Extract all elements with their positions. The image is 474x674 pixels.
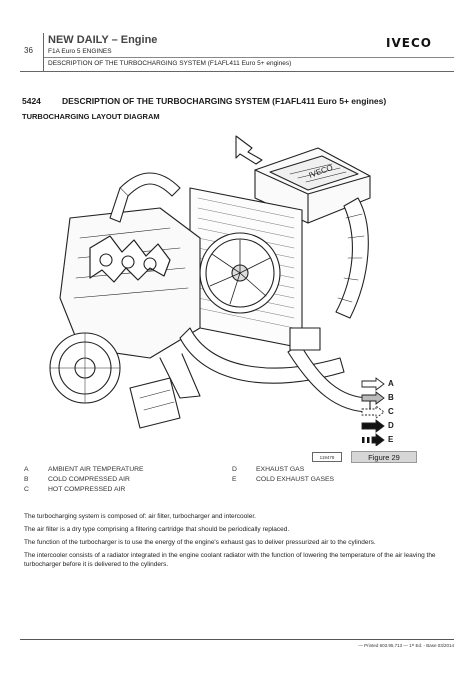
paragraph-system-composition: The turbocharging system is composed of: air filter, turbocharger and intercooler. <box>24 513 256 520</box>
manual-title: NEW DAILY – Engine <box>48 34 158 46</box>
legend-letter-e: E <box>388 435 394 444</box>
legend-letter-d: D <box>388 421 394 430</box>
section-code: 5424 <box>22 96 41 106</box>
section-title: DESCRIPTION OF THE TURBOCHARGING SYSTEM (F1AFL411 Euro 5+ engines) <box>62 96 387 106</box>
footer-print-info: — Printed 603.95.713 — 1ˢᵗ Ed. - Base 03/2014 <box>358 643 454 648</box>
header-subtitle-engines: F1A Euro 5 ENGINES <box>48 48 112 55</box>
page-number: 36 <box>24 46 33 55</box>
footer-divider <box>20 639 454 640</box>
figure-label: Figure 29 <box>351 451 417 463</box>
key-text: COLD EXHAUST GASES <box>256 476 335 483</box>
svg-text:IVECO: IVECO <box>307 162 335 180</box>
legend-letter-a: A <box>388 379 394 388</box>
cold-exhaust-arrow-icon <box>362 434 384 446</box>
header-divider-vertical <box>43 33 44 71</box>
header-subtitle-section: DESCRIPTION OF THE TURBOCHARGING SYSTEM (F1AFL411 Euro 5+ engines) <box>48 60 292 67</box>
key-text: COLD COMPRESSED AIR <box>48 476 130 483</box>
key-letter: D <box>232 466 237 473</box>
key-text: HOT COMPRESSED AIR <box>48 486 126 493</box>
airflow-legend-arrows <box>358 376 388 446</box>
cold-compressed-air-arrow-icon <box>362 392 384 404</box>
hot-compressed-air-arrow-icon <box>362 406 384 418</box>
page-header <box>0 0 474 74</box>
key-text: AMBIENT AIR TEMPERATURE <box>48 466 144 473</box>
header-divider-bottom <box>20 71 454 72</box>
iveco-logo: IVECO <box>386 36 432 50</box>
intake-arrow-icon <box>236 136 262 164</box>
key-text: EXHAUST GAS <box>256 466 305 473</box>
key-letter: E <box>232 476 237 483</box>
ambient-air-arrow-icon <box>362 378 384 390</box>
key-letter: A <box>24 466 29 473</box>
exhaust-gas-arrow-icon <box>362 420 384 432</box>
key-letter: B <box>24 476 29 483</box>
airflow-legend <box>358 376 408 446</box>
key-letter: C <box>24 486 29 493</box>
engine-turbocharging-diagram <box>40 128 380 453</box>
legend-letter-c: C <box>388 407 394 416</box>
figure-code: 119478 <box>312 452 342 462</box>
layout-diagram-title: TURBOCHARGING LAYOUT DIAGRAM <box>22 112 160 121</box>
legend-letter-b: B <box>388 393 394 402</box>
paragraph-air-filter: The air filter is a dry type comprising a filtering cartridge that should be periodically replaced. <box>24 526 290 533</box>
paragraph-intercooler: The intercooler consists of a radiator integrated in the engine coolant radiator with the function of lowering the temperature of the air leaving the turbocharger before it is delivered to the cylinders. <box>24 552 436 568</box>
paragraph-turbocharger: The function of the turbocharger is to use the energy of the engine's exhaust gas to deliver pressurized air to the cylinders. <box>24 539 376 546</box>
header-divider-inner <box>44 57 454 58</box>
